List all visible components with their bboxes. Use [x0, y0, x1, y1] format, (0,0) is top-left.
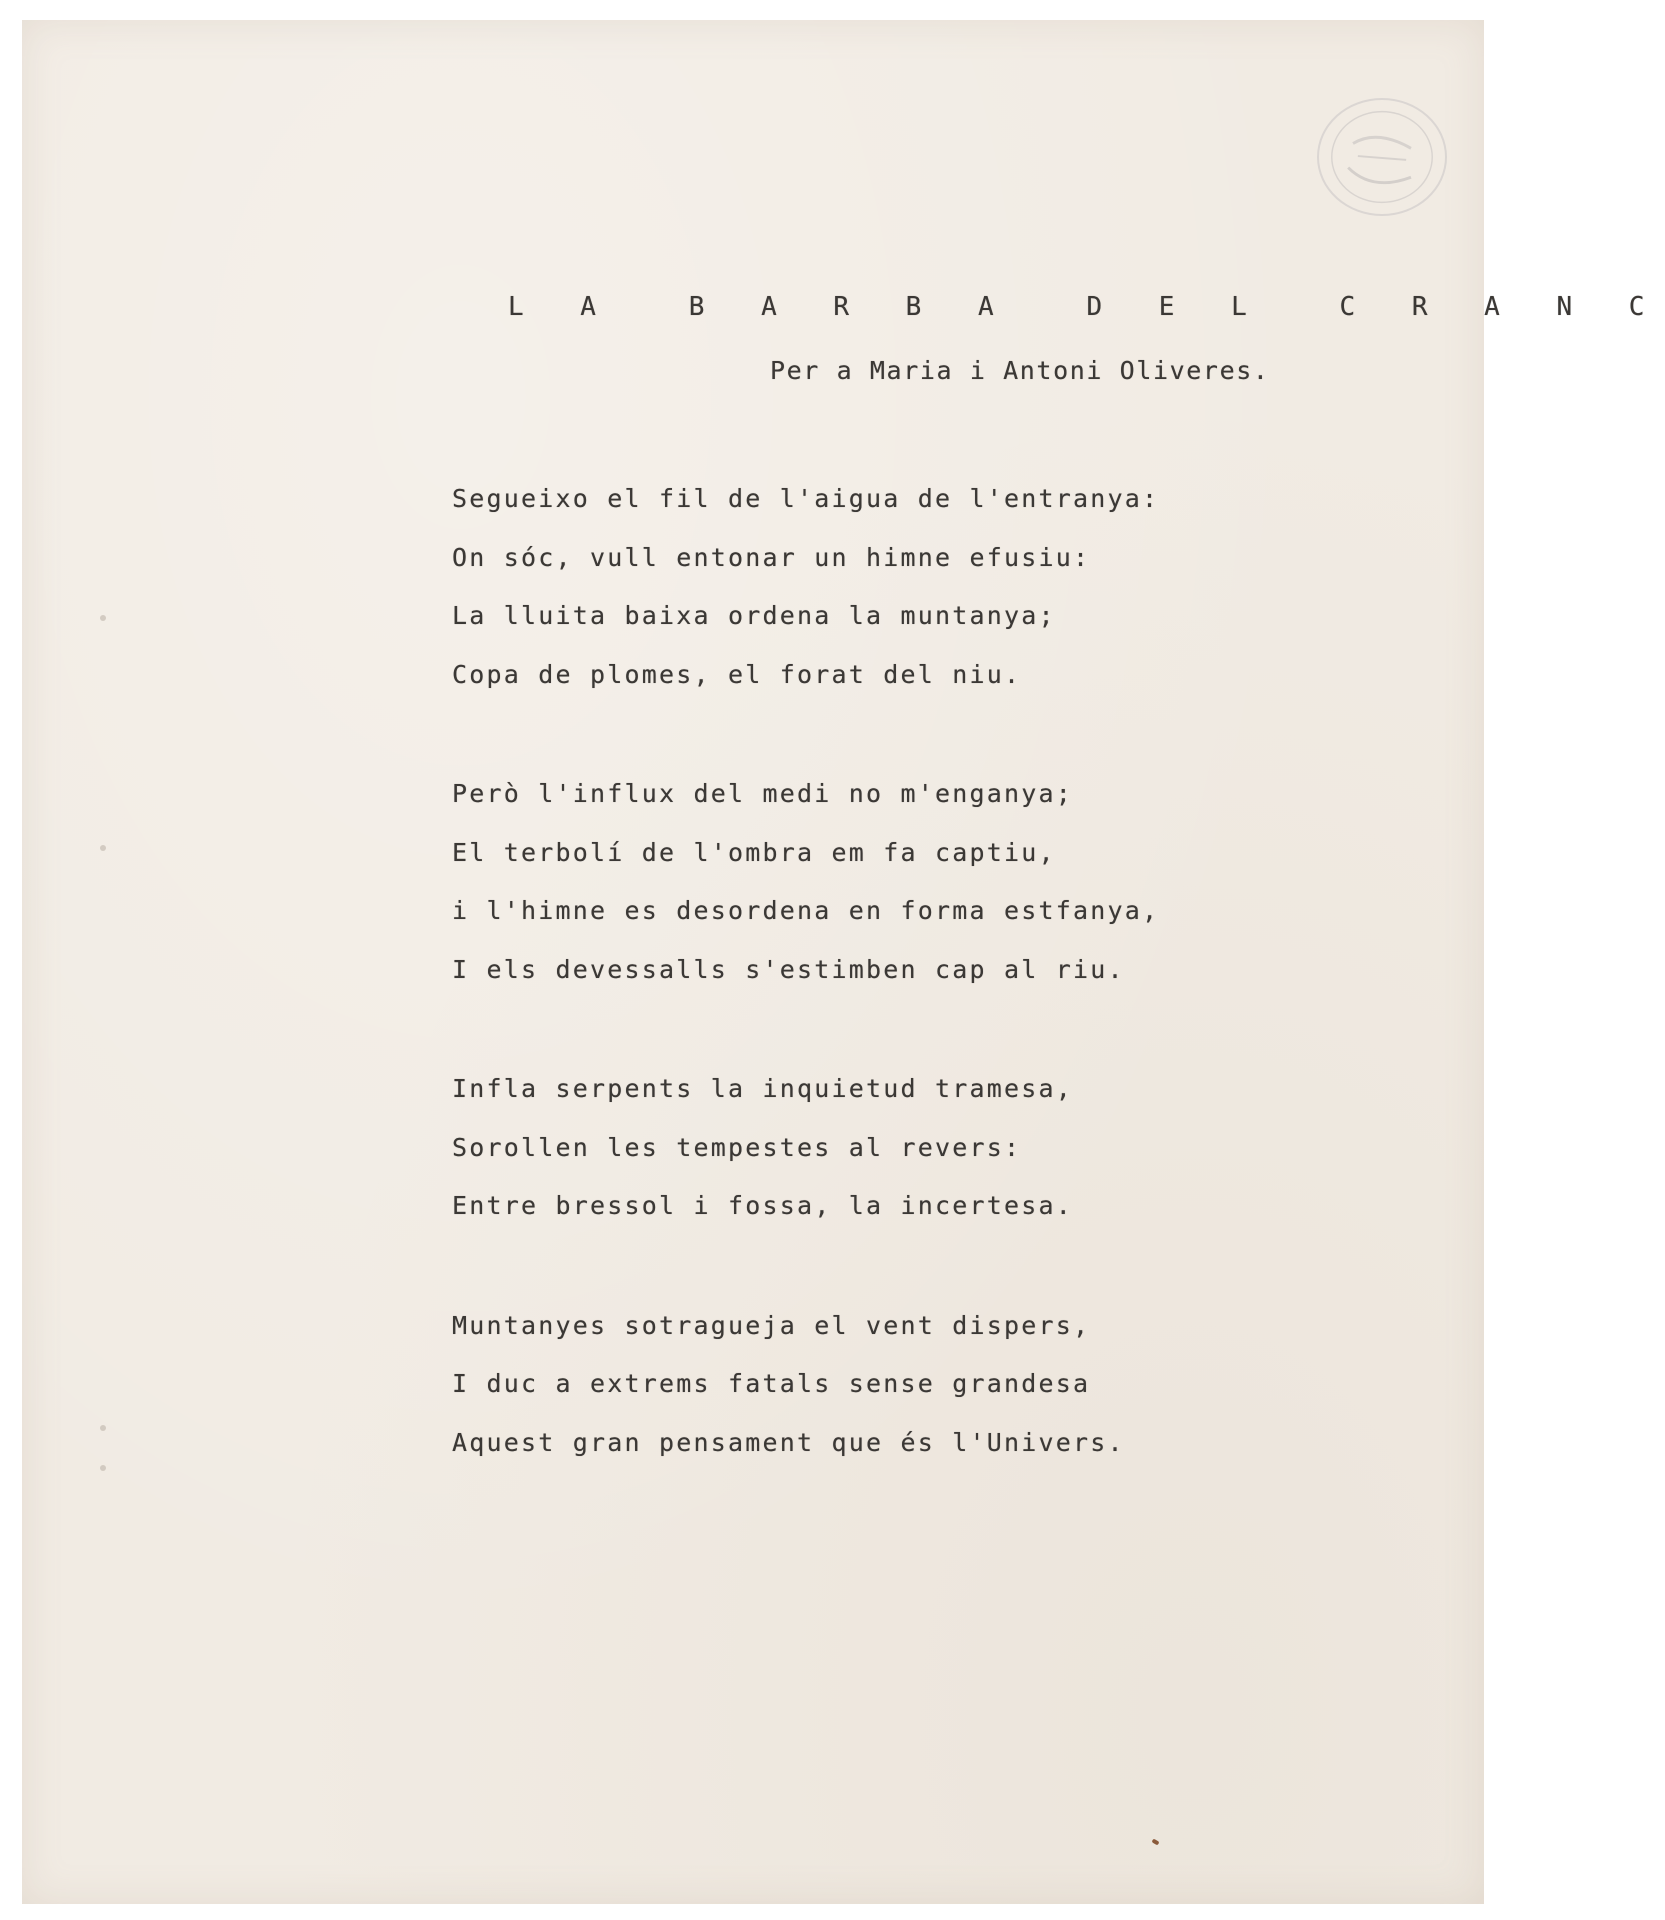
poem-line: El terbolí de l'ombra em fa captiu, [452, 837, 1056, 867]
poem-line: La lluita baixa ordena la muntanya; [452, 601, 1056, 630]
paper-speck [100, 845, 106, 851]
poem-line: Entre bressol i fossa, la incertesa. [452, 1191, 1074, 1220]
stanza [452, 1297, 1159, 1473]
poem-line: Sorollen les tempestes al revers: [452, 1132, 1022, 1162]
poem-line: On sóc, vull entonar un himne efusiu: [452, 542, 1091, 572]
poem-line: I els devessalls s'estimben cap al riu. [452, 954, 1125, 984]
stanza [452, 765, 1159, 999]
poem-line: I duc a extrems fatals sense grandesa [452, 1369, 1091, 1398]
poem-line: Copa de plomes, el forat del niu. [452, 659, 1022, 689]
library-stamp [1317, 98, 1447, 216]
poem-title: L A B A R B A D E L C R A N C [508, 292, 1665, 322]
poem-line: Però l'influx del medi no m'enganya; [452, 779, 1074, 808]
stanza [452, 470, 1159, 704]
paper-ink-mark [1151, 1839, 1159, 1846]
paper-speck [100, 615, 106, 621]
paper-speck [100, 1465, 106, 1471]
poem-line: Muntanyes sotragueja el vent dispers, [452, 1310, 1091, 1340]
stamp-seal-icon [1319, 100, 1445, 214]
poem-line: Aquest gran pensament que és l'Univers. [452, 1427, 1125, 1457]
paper-speck [100, 1425, 106, 1431]
poem-line: i l'himne es desordena en forma estfanya, [452, 896, 1160, 925]
poem-line: Infla serpents la inquietud tramesa, [452, 1074, 1074, 1103]
poem-line: Segueixo el fil de l'aigua de l'entranya: [452, 484, 1160, 513]
stanza [452, 1060, 1159, 1236]
poem-dedication: Per a Maria i Antoni Oliveres. [770, 356, 1270, 385]
poem-body [452, 470, 1159, 1533]
